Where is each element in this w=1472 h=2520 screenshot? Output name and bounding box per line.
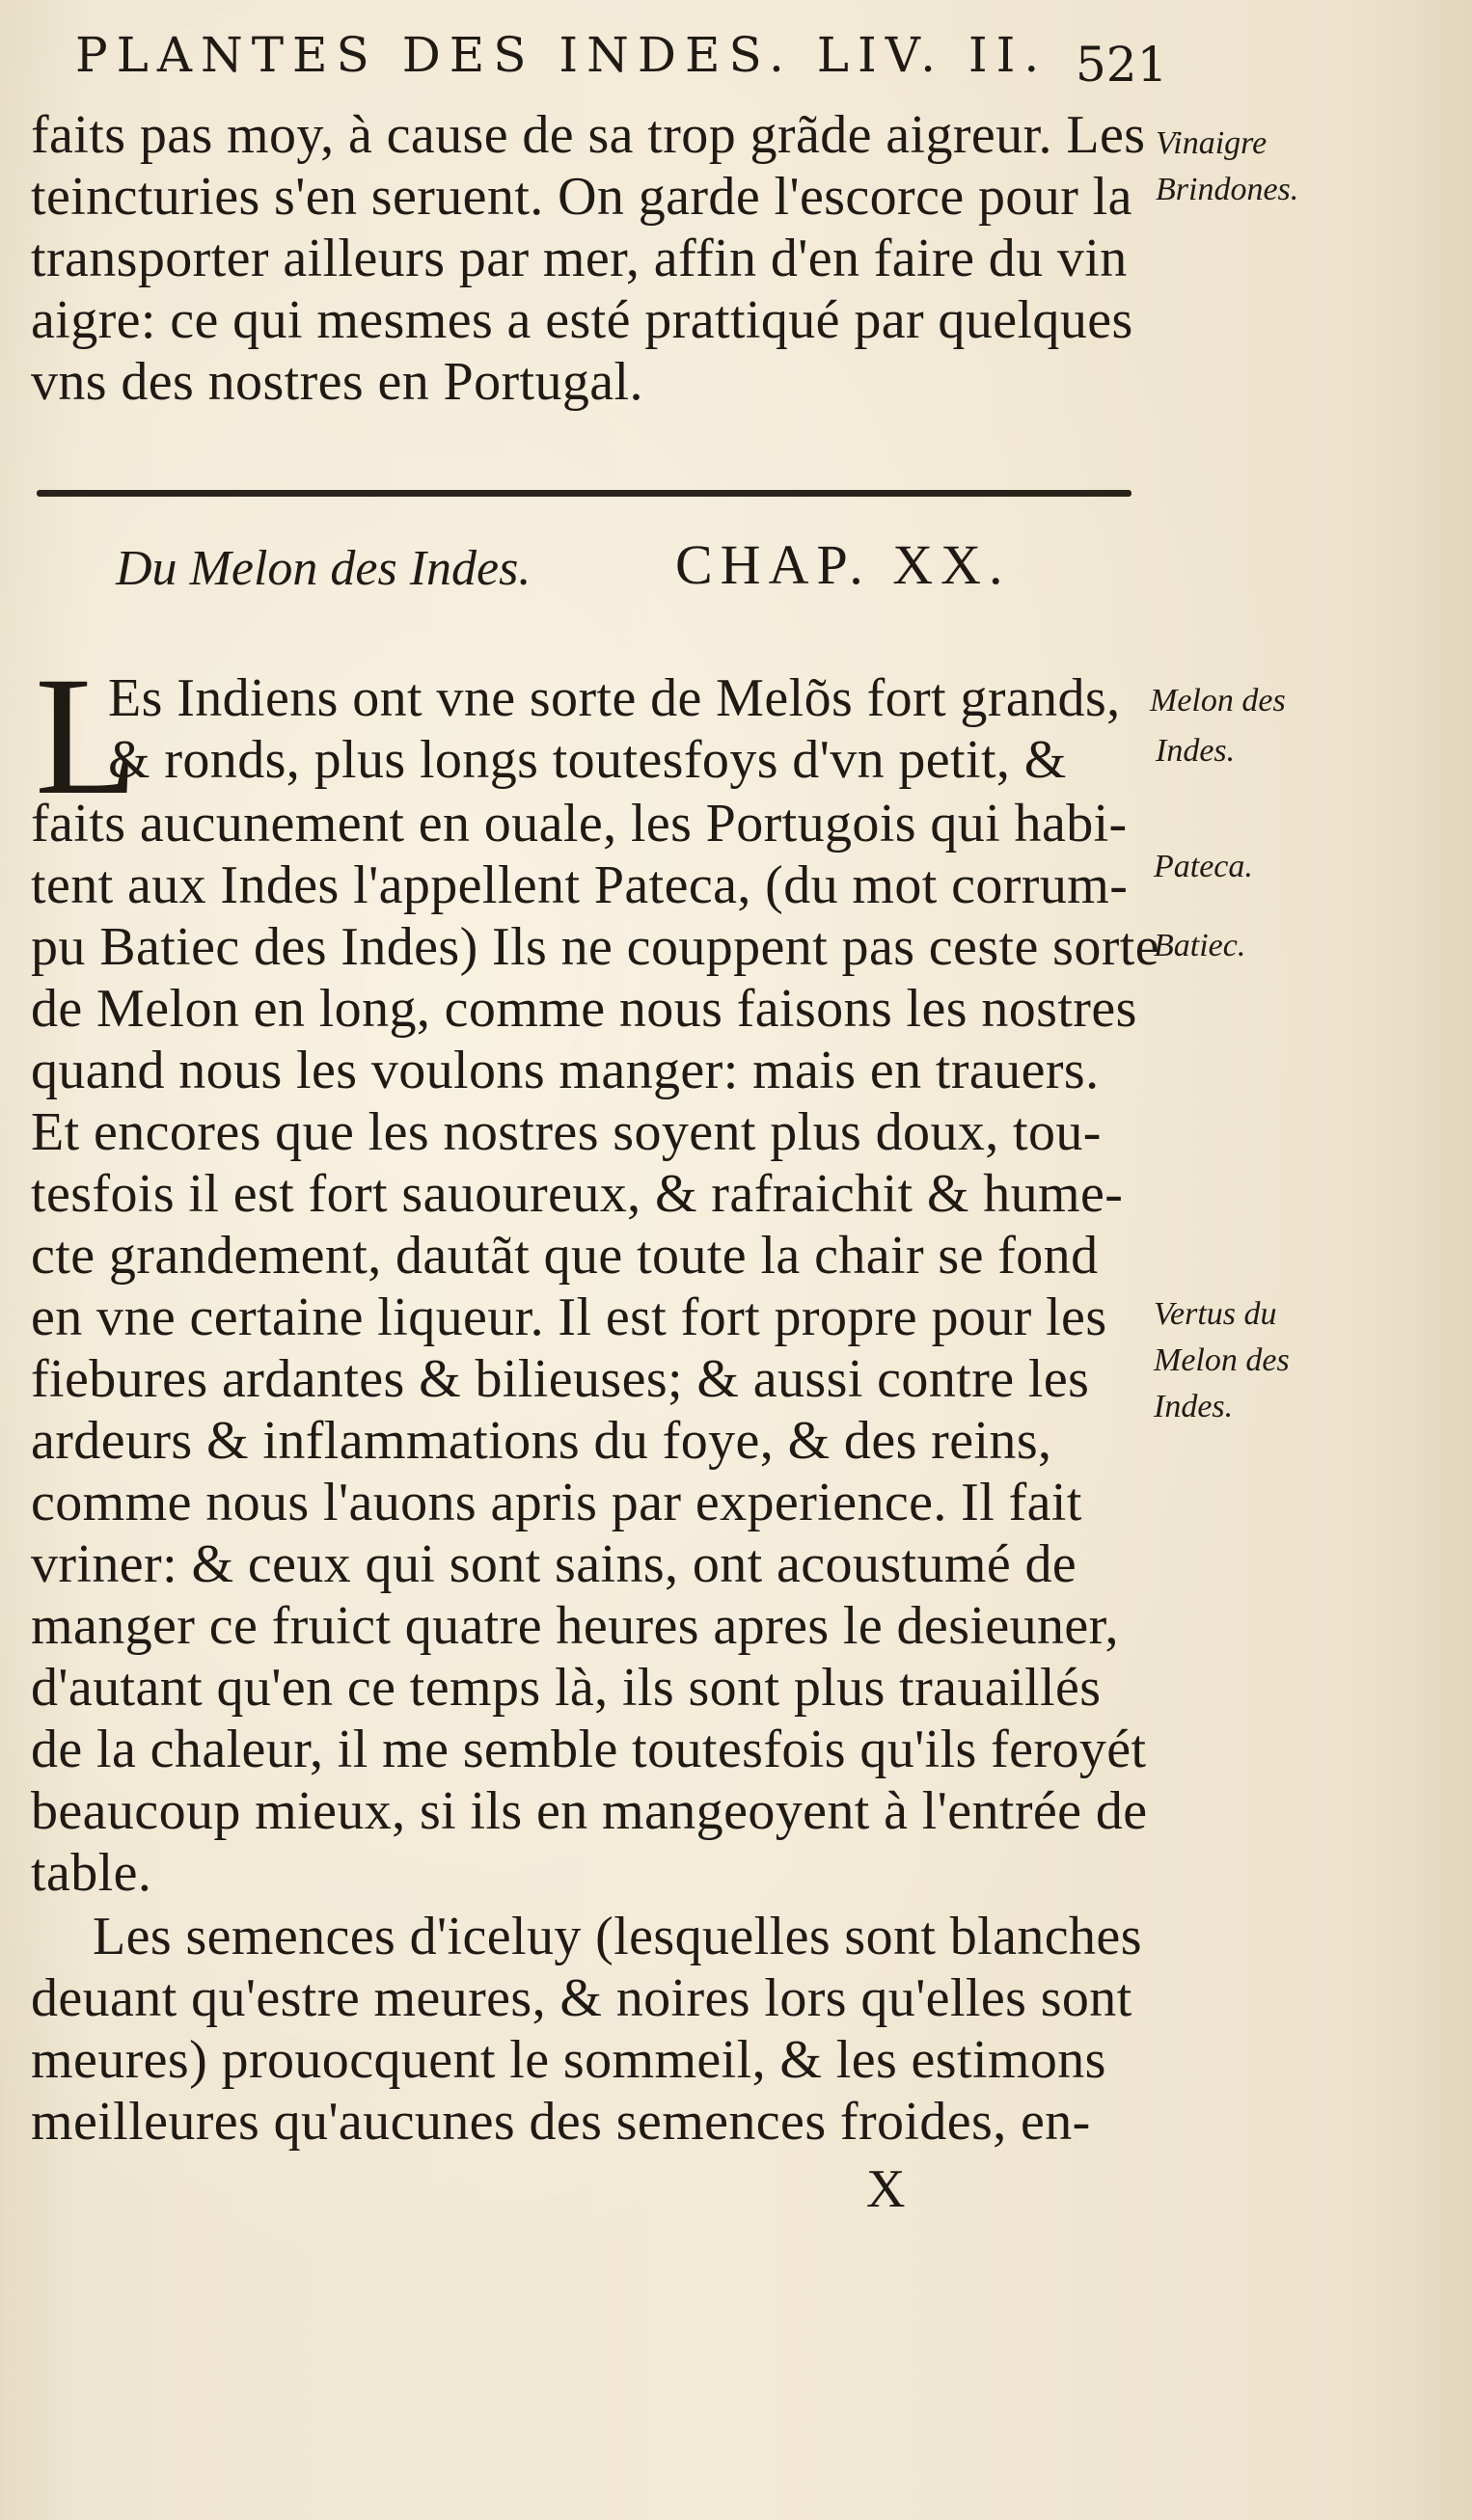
text-line: comme nous l'auons apris par experience. Il fait [31,1473,1082,1532]
text-line: en vne certaine liqueur. Il est fort propre pour les [31,1287,1107,1347]
chapter-number: CHAP. XX. [675,533,1011,596]
text-line: faits aucunement en ouale, les Portugois qui habi- [31,794,1128,854]
text-line: Et encores que les nostres soyent plus doux, tou- [31,1102,1102,1162]
text-line: vns des nostres en Portugal. [31,352,643,412]
margin-note: Vertus du [1154,1296,1277,1332]
page-number: 521 [1076,37,1168,93]
text-line: table. [31,1843,152,1903]
margin-note: Batiec. [1154,928,1246,963]
text-line: fiebures ardantes & bilieuses; & aussi contre les [31,1349,1090,1409]
signature-mark: X [866,2159,906,2219]
text-line: de la chaleur, il me semble toutesfois qu'ils feroyét [31,1720,1147,1779]
text-line: vriner: & ceux qui sont sains, ont acoustumé de [31,1534,1077,1594]
text-line: meures) prouocquent le sommeil, & les estimons [31,2030,1106,2090]
margin-note: Pateca. [1154,849,1253,884]
text-line: tesfois il est fort sauoureux, & rafraichit & hume- [31,1164,1124,1224]
margin-note: Indes. [1156,733,1236,769]
text-line: aigre: ce qui mesmes a esté prattiqué par quelques [31,290,1133,350]
drop-cap: L [35,642,139,830]
text-line: cte grandement, dautãt que toute la chair se fond [31,1226,1099,1286]
text-line: quand nous les voulons manger: mais en trauers. [31,1041,1100,1100]
text-line: tent aux Indes l'appellent Pateca, (du mot corrum- [31,855,1129,915]
margin-note: Melon des [1150,683,1286,718]
margin-note: Vinaigre [1156,125,1268,161]
margin-note: Melon des [1154,1342,1290,1378]
text-line: manger ce fruict quatre heures apres le desieuner, [31,1596,1119,1656]
margin-note: Brindones. [1156,172,1299,207]
text-line: Es Indiens ont vne sorte de Melõs fort grands, [108,668,1121,728]
text-line: pu Batiec des Indes) Ils ne couppent pas ceste sorte [31,917,1159,977]
text-line: deuant qu'estre meures, & noires lors qu'elles sont [31,1968,1132,2028]
text-line: ardeurs & inflammations du foye, & des reins, [31,1411,1052,1471]
text-line: Les semences d'iceluy (lesquelles sont blanches [93,1907,1142,1966]
margin-note: Indes. [1154,1389,1234,1424]
text-line: transporter ailleurs par mer, affin d'en faire du vin [31,229,1128,288]
text-line: beaucoup mieux, si ils en mangeoyent à l'entrée de [31,1781,1148,1841]
chapter-title: Du Melon des Indes. [116,541,532,596]
text-line: faits pas moy, à cause de sa trop grãde aigreur. Les [31,105,1146,165]
running-header: PLANTES DES INDES. LIV. II. [75,27,1049,83]
text-line: meilleures qu'aucunes des semences froides, en- [31,2092,1091,2152]
text-line: d'autant qu'en ce temps là, ils sont plus trauaillés [31,1658,1102,1718]
text-line: de Melon en long, comme nous faisons les nostres [31,979,1137,1039]
text-line: teincturies s'en seruent. On garde l'escorce pour la [31,167,1132,227]
text-line: & ronds, plus longs toutesfoys d'vn petit, & [108,730,1067,790]
section-rule [37,490,1131,497]
